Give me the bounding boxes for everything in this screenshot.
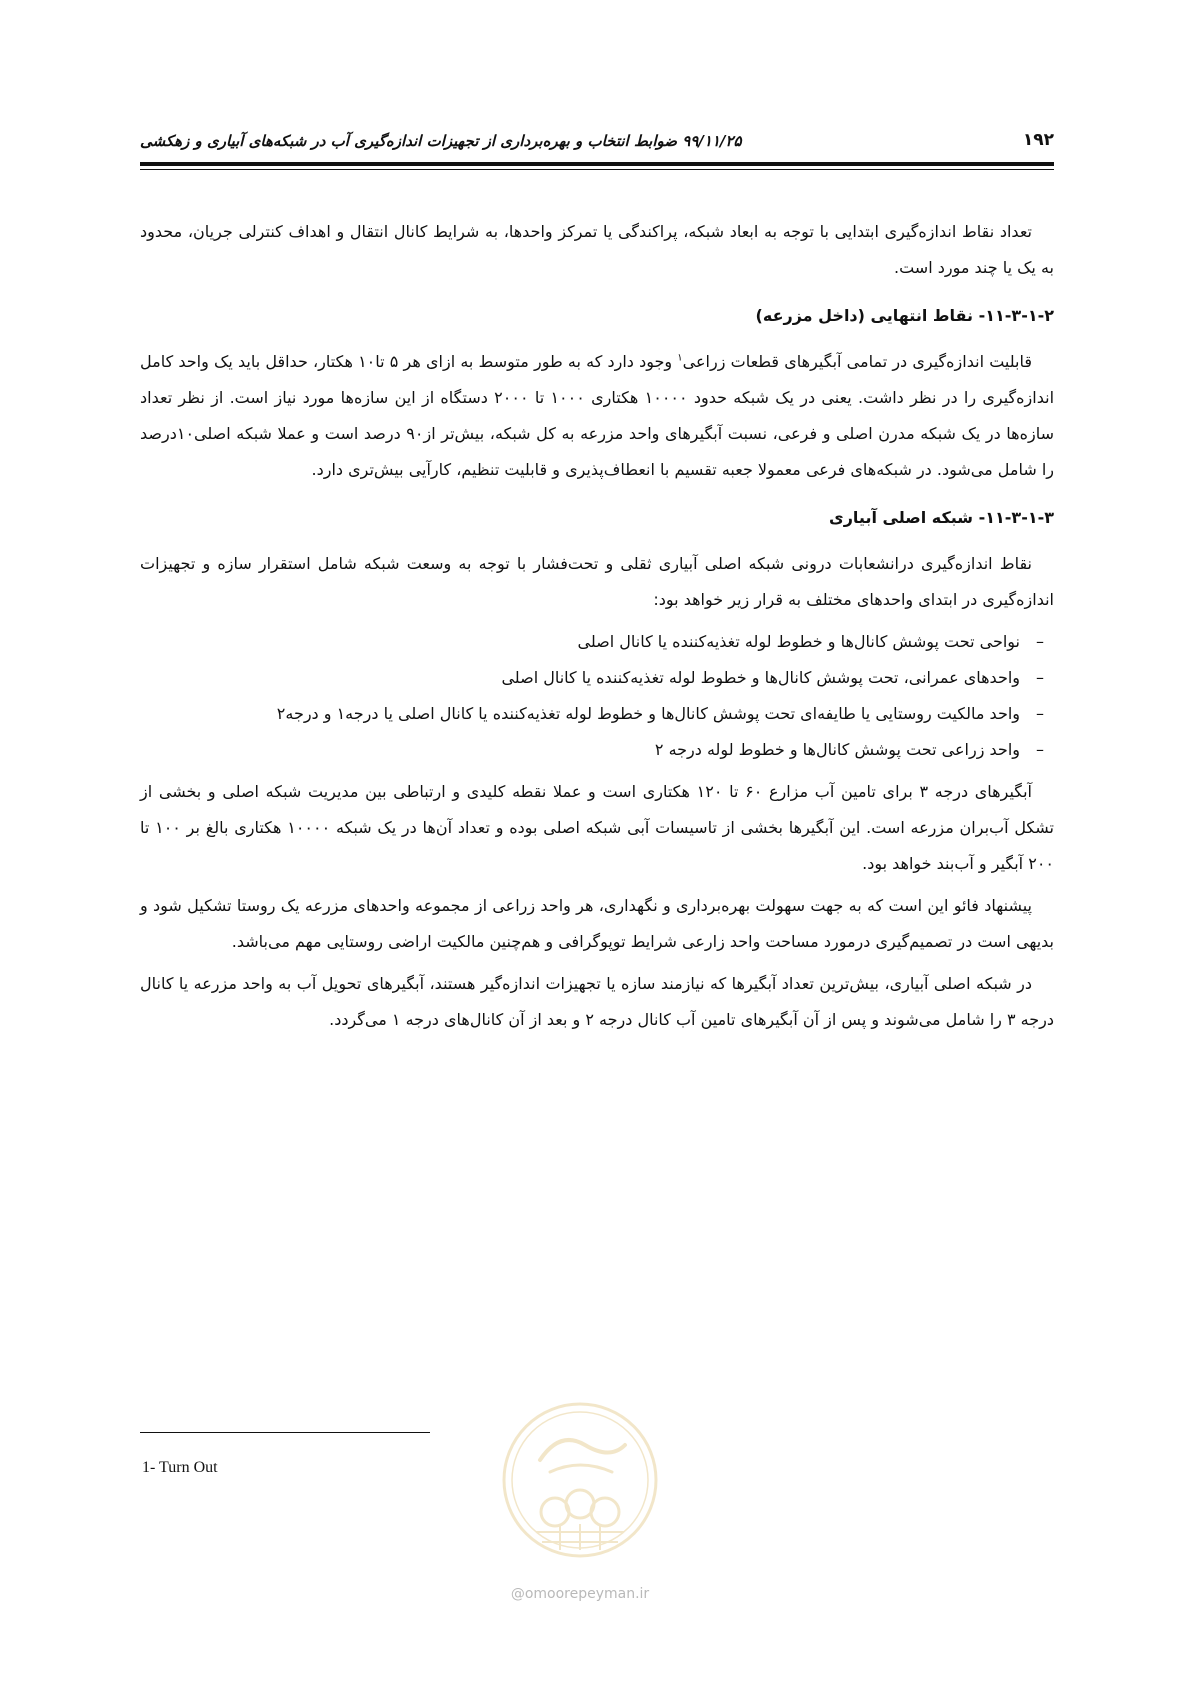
list-item: [140, 732, 1044, 768]
header-rule-thin: [140, 169, 1054, 170]
measurement-points-list: [140, 624, 1054, 768]
footnote-separator: [140, 1432, 430, 1433]
page-number: ۱۹۲: [1022, 130, 1054, 150]
section-heading-end-points: ۱۱-۳-۱-۲- نقاط انتهایی (داخل مزرعه): [755, 306, 1054, 325]
footnote-marker: ۱: [677, 352, 683, 364]
list-item-text: نواحی تحت پوشش کانال‌ها و خطوط لوله تغذیه‌کننده یا کانال اصلی: [577, 632, 1020, 651]
bullet-dash: –: [1036, 704, 1044, 723]
body-text: [140, 214, 1054, 1044]
list-item-text: واحد زراعی تحت پوشش کانال‌ها و خطوط لوله درجه ۲: [654, 740, 1020, 759]
main-network-intakes-paragraph: در شبکه اصلی آبیاری، بیش‌ترین تعداد آبگیرها که نیازمند سازه یا تجهیزات اندازه‌گیر هستند، آبگیرهای تحویل آب به واحد مزرعه یا کانال درجه ۳ را شامل می‌شوند و پس از آن آبگیرهای تامین آب کانال درجه ۲ و بعد از آن کانال‌های درجه ۱ می‌گردد.: [140, 974, 1054, 1029]
fao-recommendation-paragraph: پیشنهاد فائو این است که به جهت سهولت بهره‌برداری و نگهداری، هر واحد زراعی از مجموعه واحدهای مزرعه یک روستا تشکیل شود و بدیهی است در تصمیم‌گیری درمورد مساحت واحد زارعی شرایط توپوگرافی و هم‌چنین مالکیت اراضی روستایی مهم می‌باشد.: [140, 896, 1054, 951]
bullet-dash: –: [1036, 632, 1044, 651]
section-heading-main-network: ۱۱-۳-۱-۳- شبکه اصلی آبیاری: [829, 508, 1054, 527]
intro-paragraph: تعداد نقاط اندازه‌گیری ابتدایی با توجه به ابعاد شبکه، پراکندگی یا تمرکز واحدها، به شرایط کانال انتقال و اهداف کنترلی جریان، محدود به یک یا چند مورد است.: [140, 222, 1054, 277]
bullet-dash: –: [1036, 740, 1044, 759]
list-item: [140, 660, 1044, 696]
footnote: 1- Turn Out: [142, 1459, 218, 1476]
grade3-intakes-paragraph: آبگیرهای درجه ۳ برای تامین آب مزارع ۶۰ تا ۱۲۰ هکتاری است و عملا نقطه کلیدی و ارتباطی بین مدیریت شبکه اصلی و بخشی از تشکل آب‌بران مزرعه است. این آبگیرها بخشی از تاسیسات آبی شبکه اصلی بوده و تعداد آن‌ها در یک شبکه ۱۰۰۰۰ هکتاری بالغ بر ۱۰۰ تا ۲۰۰ آبگیر و آب‌بند خواهد بود.: [140, 782, 1054, 873]
end-points-paragraph: [140, 344, 1054, 488]
list-item-text: واحدهای عمرانی، تحت پوشش کانال‌ها و خطوط لوله تغذیه‌کننده یا کانال اصلی: [501, 668, 1020, 687]
watermark-logo: [500, 1400, 660, 1560]
header-title: ۹۹/۱۱/۲۵ ضوابط انتخاب و بهره‌برداری از تجهیزات اندازه‌گیری آب در شبکه‌های آبیاری و زهکشی: [140, 132, 742, 150]
watermark-caption: @omoorepeyman.ir: [510, 1586, 650, 1602]
running-header: [140, 130, 1054, 154]
end-points-text-start: قابلیت اندازه‌گیری در تمامی آبگیرهای قطعات زراعی: [682, 352, 1033, 371]
list-item: [140, 624, 1044, 660]
list-item-text: واحد مالکیت روستایی یا طایفه‌ای تحت پوشش کانال‌ها و خطوط لوله تغذیه‌کننده یا کانال اصلی یا درجه۱ و درجه۲: [276, 704, 1020, 723]
list-item: [140, 696, 1044, 732]
end-points-text-rest: وجود دارد که به طور متوسط به ازای هر ۵ تا۱۰ هکتار، حداقل باید یک واحد کامل اندازه‌گیری را در نظر داشت. یعنی در یک شبکه حدود ۱۰۰۰۰ هکتاری ۱۰۰۰ تا ۲۰۰۰ دستگاه از این سازه‌ها مورد نیاز است. از نظر تعداد سازه‌ها در یک شبکه مدرن اصلی و فرعی، نسبت آبگیرهای واحد مزرعه به کل شبکه، بیش‌تر از۹۰ درصد است و عملا شبکه اصلی۱۰درصد را شامل می‌شود. در شبکه‌های فرعی معمولا جعبه تقسیم با انعطاف‌پذیری و قابلیت تنظیم، کارآیی بیش‌تری دارد.: [140, 352, 1055, 479]
bullet-dash: –: [1036, 668, 1044, 687]
main-network-intro: نقاط اندازه‌گیری درانشعابات درونی شبکه اصلی آبیاری ثقلی و تحت‌فشار با توجه به وسعت شبکه شامل استقرار سازه و تجهیزات اندازه‌گیری در ابتدای واحدهای مختلف به قرار زیر خواهد بود:: [140, 554, 1054, 609]
header-rule-thick: [140, 162, 1054, 166]
